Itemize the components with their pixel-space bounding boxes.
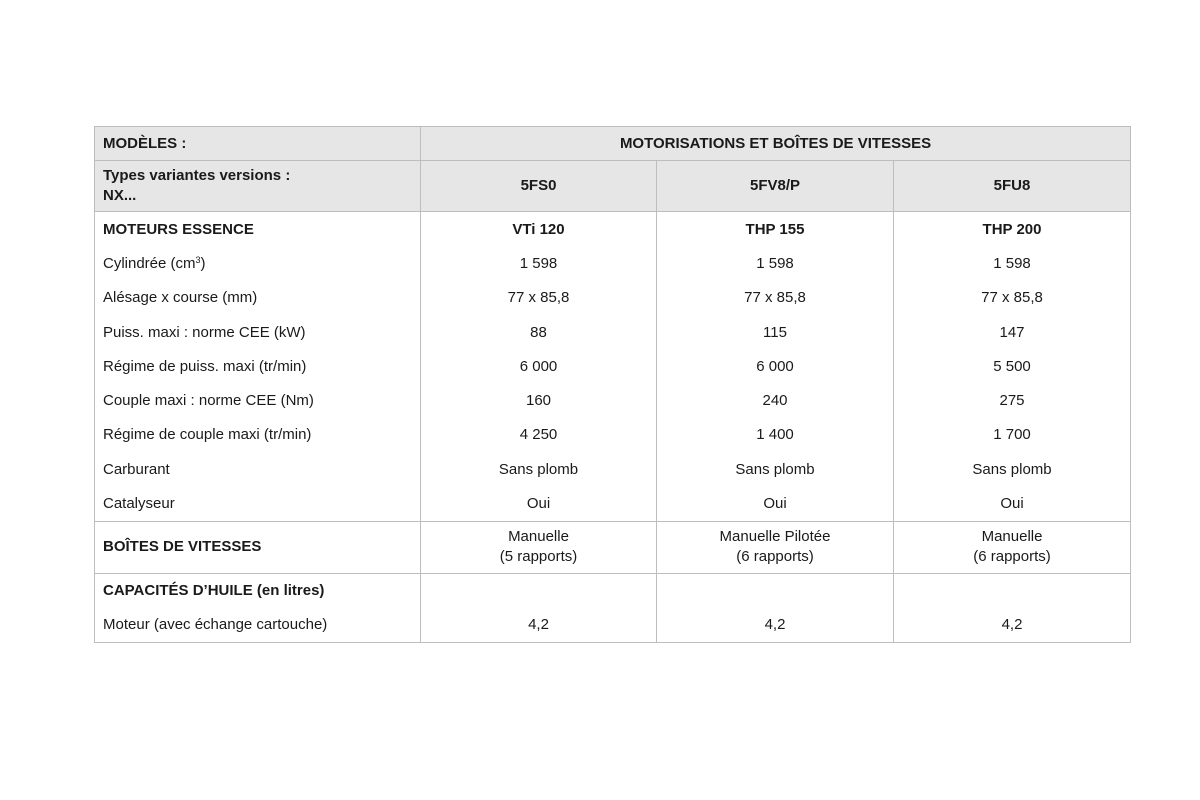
gearbox-ratios: (5 rapports): [499, 548, 578, 566]
cell-value: 6 000: [657, 349, 894, 383]
row-label-end: ): [200, 254, 206, 272]
gearbox-type: Manuelle Pilotée: [719, 528, 831, 546]
cell-value: 1 598: [421, 246, 657, 280]
oil-section-label: CAPACITÉS D’HUILE (en litres): [95, 573, 421, 608]
row-label: Carburant: [95, 452, 421, 486]
cell-value: 88: [421, 315, 657, 349]
cell-value: 1 598: [657, 246, 894, 280]
cell-value: 77 x 85,8: [657, 281, 894, 315]
cell-value: Oui: [657, 486, 894, 521]
engine-section-label: MOTEURS ESSENCE: [95, 212, 421, 247]
gearbox-ratios: (6 rapports): [973, 548, 1051, 566]
gearbox-type: Manuelle: [981, 528, 1043, 546]
cell-value: 5 500: [894, 349, 1131, 383]
cell-value: Sans plomb: [894, 452, 1131, 486]
table-row: [95, 349, 1131, 383]
cell-value: 1 598: [894, 246, 1131, 280]
cell-value: 77 x 85,8: [894, 281, 1131, 315]
cell-value: Sans plomb: [657, 452, 894, 486]
gearbox-row: [95, 521, 1131, 573]
empty-cell: [894, 573, 1131, 608]
engine-name: VTi 120: [421, 212, 657, 247]
cell-value: Oui: [894, 486, 1131, 521]
table-row: [95, 315, 1131, 349]
table-row: [95, 486, 1131, 521]
cell-value: 1 700: [894, 418, 1131, 452]
oil-row-label: Moteur (avec échange cartouche): [95, 608, 421, 643]
gearbox-value: [657, 521, 894, 573]
type-code: 5FS0: [421, 161, 657, 212]
gearbox-label: BOÎTES DE VITESSES: [95, 521, 421, 573]
row-label-text: Cylindrée (cm: [103, 254, 196, 272]
cell-value: Oui: [421, 486, 657, 521]
table-row: [95, 418, 1131, 452]
models-label: MODÈLES :: [95, 127, 421, 161]
cell-value: 1 400: [657, 418, 894, 452]
gearbox-ratios: (6 rapports): [736, 548, 814, 566]
cell-value: 6 000: [421, 349, 657, 383]
empty-cell: [657, 573, 894, 608]
engine-name: THP 155: [657, 212, 894, 247]
row-label: Catalyseur: [95, 486, 421, 521]
row-label: [95, 246, 421, 280]
engine-spec-table: [94, 126, 1131, 643]
cell-value: 77 x 85,8: [421, 281, 657, 315]
oil-row: [95, 608, 1131, 643]
row-label: Alésage x course (mm): [95, 281, 421, 315]
empty-cell: [421, 573, 657, 608]
types-label-line1: Types variantes versions :: [103, 167, 291, 184]
gearbox-value: [421, 521, 657, 573]
type-code: 5FU8: [894, 161, 1131, 212]
cell-value: 4 250: [421, 418, 657, 452]
header-row-models: [95, 127, 1131, 161]
type-code: 5FV8/P: [657, 161, 894, 212]
oil-value: 4,2: [657, 608, 894, 643]
group-header: MOTORISATIONS ET BOÎTES DE VITESSES: [421, 127, 1131, 161]
row-label: Couple maxi : norme CEE (Nm): [95, 383, 421, 417]
table-row: [95, 383, 1131, 417]
table-row: [95, 246, 1131, 280]
header-row-types: [95, 161, 1131, 212]
gearbox-value: [894, 521, 1131, 573]
cell-value: 160: [421, 383, 657, 417]
engine-section-row: [95, 212, 1131, 247]
table-row: [95, 452, 1131, 486]
engine-name: THP 200: [894, 212, 1131, 247]
table-row: [95, 281, 1131, 315]
cell-value: 147: [894, 315, 1131, 349]
cell-value: 115: [657, 315, 894, 349]
types-label: [95, 161, 421, 212]
row-label: Régime de puiss. maxi (tr/min): [95, 349, 421, 383]
row-label: Régime de couple maxi (tr/min): [95, 418, 421, 452]
oil-value: 4,2: [894, 608, 1131, 643]
oil-section-row: [95, 573, 1131, 608]
cell-value: Sans plomb: [421, 452, 657, 486]
cell-value: 275: [894, 383, 1131, 417]
types-label-line2: NX...: [103, 187, 137, 204]
cell-value: 240: [657, 383, 894, 417]
gearbox-type: Manuelle: [508, 528, 569, 546]
oil-value: 4,2: [421, 608, 657, 643]
row-label: Puiss. maxi : norme CEE (kW): [95, 315, 421, 349]
row-label-sup: 3: [195, 254, 201, 265]
